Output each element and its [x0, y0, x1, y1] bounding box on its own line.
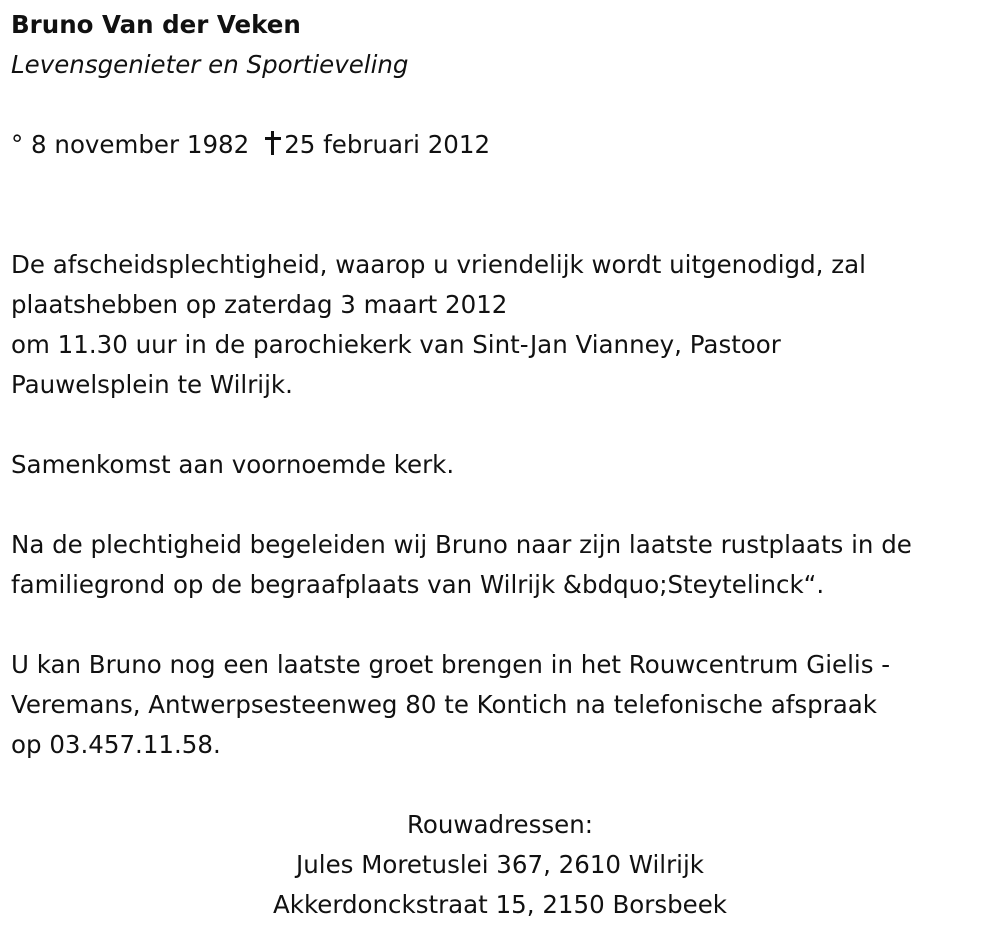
death-date: 25 februari 2012 [284, 130, 491, 159]
visit-line: op 03.457.11.58. [11, 730, 221, 759]
gathering-line: Samenkomst aan voornoemde kerk. [11, 450, 455, 479]
address-line: Jules Moretuslei 367, 2610 Wilrijk [296, 850, 704, 879]
mourning-addresses [0, 805, 1000, 925]
address-line: Akkerdonckstraat 15, 2150 Borsbeek [273, 890, 727, 919]
life-dates [11, 125, 996, 165]
visit-line: Veremans, Antwerpsesteenweg 80 te Kontich na telefonische afspraak [11, 690, 877, 719]
burial-line: familiegrond op de begraafplaats van Wilrijk &bdquo;Steytelinck“. [11, 570, 825, 599]
deceased-name: Bruno Van der Veken [11, 10, 301, 39]
visit-paragraph [11, 645, 996, 765]
burial-line: Na de plechtigheid begeleiden wij Bruno naar zijn laatste rustplaats in de [11, 530, 912, 559]
birth-date: ° 8 november 1982 [11, 130, 250, 159]
burial-paragraph [11, 525, 996, 605]
visit-line: U kan Bruno nog een laatste groet brengen in het Rouwcentrum Gielis - [11, 650, 891, 679]
ceremony-line: De afscheidsplechtigheid, waarop u vriendelijk wordt uitgenodigd, zal [11, 250, 866, 279]
ceremony-line: om 11.30 uur in de parochiekerk van Sint-Jan Vianney, Pastoor [11, 330, 781, 359]
ceremony-paragraph [11, 245, 996, 405]
ceremony-line: Pauwelsplein te Wilrijk. [11, 370, 293, 399]
addresses-title: Rouwadressen: [406, 810, 594, 839]
cross-icon [265, 131, 281, 155]
deceased-tagline: Levensgenieter en Sportieveling [11, 50, 409, 79]
ceremony-line: plaatshebben op zaterdag 3 maart 2012 [11, 290, 508, 319]
gathering-paragraph [11, 445, 996, 485]
obituary-document [11, 5, 996, 765]
